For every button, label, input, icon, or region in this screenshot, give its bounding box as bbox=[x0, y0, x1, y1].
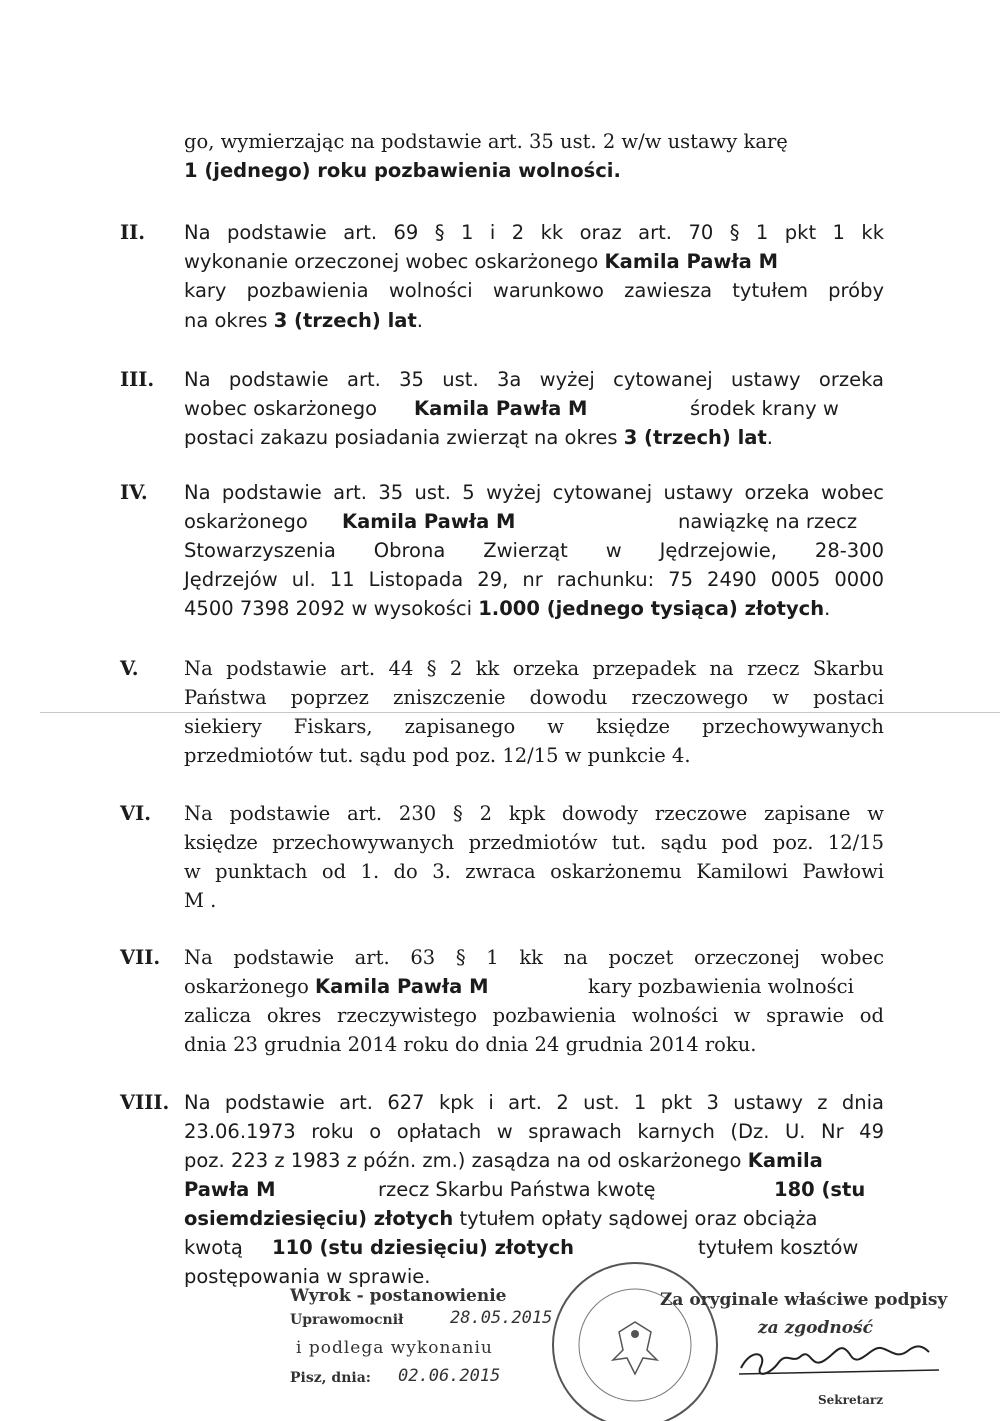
cert-line-3: Sekretarz bbox=[818, 1393, 884, 1407]
point-vii-line-2: oskarżonego Kamila Pawła M bbox=[184, 975, 489, 998]
point-vii-line-4: dnia 23 grudnia 2014 roku do dnia 24 grudnia 2014 roku. bbox=[184, 1033, 757, 1056]
point-vii-line-1: Na podstawie art. 63 § 1 kk na poczet orzeczonej wobec bbox=[184, 946, 884, 969]
cert-line-1: Za oryginale właściwe podpisy bbox=[660, 1290, 948, 1310]
stamp-line-1: Wyrok - postanowienie bbox=[290, 1286, 507, 1306]
point-number-v: V. bbox=[120, 657, 139, 680]
point-viii-line-4-name: Pawła M bbox=[184, 1178, 276, 1201]
point-ii-line-1: Na podstawie art. 69 § 1 i 2 kk oraz art. 70 § 1 pkt 1 kk bbox=[184, 221, 884, 244]
point-v-line-2: Państwa poprzez zniszczenie dowodu rzeczowego w postaci bbox=[184, 686, 884, 709]
point-vii-line-3: zalicza okres rzeczywistego pozbawienia wolności w sprawie od bbox=[184, 1004, 884, 1027]
point-v-line-4: przedmiotów tut. sądu pod poz. 12/15 w punkcie 4. bbox=[184, 744, 691, 767]
scan-rule-line bbox=[40, 712, 1000, 713]
stamp-line-4-date: 02.06.2015 bbox=[398, 1366, 501, 1386]
point-iii-line-1: Na podstawie art. 35 ust. 3a wyżej cytowanej ustawy orzeka bbox=[184, 368, 884, 391]
point-viii-line-1: Na podstawie art. 627 kpk i art. 2 ust. 1 pkt 3 ustawy z dnia bbox=[184, 1091, 884, 1114]
cert-line-2: za zgodność bbox=[758, 1318, 873, 1338]
point-number-iv: IV. bbox=[120, 481, 148, 504]
point-iv-line-4: Jędrzejów ul. 11 Listopada 29, nr rachunku: 75 2490 0005 0000 bbox=[184, 568, 884, 591]
point-v-line-1: Na podstawie art. 44 § 2 kk orzeka przepadek na rzecz Skarbu bbox=[184, 657, 884, 680]
stamp-line-2-label: Uprawomocnił bbox=[290, 1312, 404, 1328]
point-iv-line-5: 4500 7398 2092 w wysokości 1.000 (jednego tysiąca) złotych. bbox=[184, 597, 831, 620]
point-viii-line-4-mid: rzecz Skarbu Państwa kwotę bbox=[378, 1178, 656, 1201]
point-viii-line-7: postępowania w sprawie. bbox=[184, 1265, 431, 1288]
cont-line-2: 1 (jednego) roku pozbawienia wolności. bbox=[184, 159, 621, 182]
cont-line-1: go, wymierzając na podstawie art. 35 ust. 2 w/w ustawy karę bbox=[184, 130, 788, 153]
point-number-ii: II. bbox=[120, 221, 146, 244]
stamp-line-4-label: Pisz, dnia: bbox=[290, 1370, 371, 1386]
point-iv-line-2-name: Kamila Pawła M bbox=[342, 510, 516, 533]
point-number-vi: VI. bbox=[120, 802, 152, 825]
point-iv-line-2-end: nawiązkę na rzecz bbox=[678, 510, 858, 533]
point-ii-line-3: kary pozbawienia wolności warunkowo zawiesza tytułem próby bbox=[184, 279, 884, 302]
point-iv-line-1: Na podstawie art. 35 ust. 5 wyżej cytowanej ustawy orzeka wobec bbox=[184, 481, 884, 504]
point-iii-line-2: wobec oskarżonego bbox=[184, 397, 378, 420]
stamp-line-3: i podlega wykonaniu bbox=[296, 1338, 493, 1358]
point-viii-line-6-c: tytułem kosztów bbox=[698, 1236, 859, 1259]
point-vii-line-2-end: kary pozbawienia wolności bbox=[588, 975, 854, 998]
point-v-line-3: siekiery Fiskars, zapisanego w księdze przechowywanych bbox=[184, 715, 884, 738]
point-viii-line-2: 23.06.1973 roku o opłatach w sprawach karnych (Dz. U. Nr 49 bbox=[184, 1120, 884, 1143]
point-number-viii: VIII. bbox=[120, 1091, 170, 1114]
point-vi-line-3: w punktach od 1. do 3. zwraca oskarżonemu Kamilowi Pawłowi bbox=[184, 860, 884, 883]
point-iii-line-2-end: środek krany w bbox=[690, 397, 839, 420]
court-seal-emblem bbox=[540, 1250, 730, 1421]
point-vi-line-2: księdze przechowywanych przedmiotów tut. sądu pod poz. 12/15 bbox=[184, 831, 884, 854]
stamp-line-2-date: 28.05.2015 bbox=[450, 1308, 553, 1328]
point-vi-line-4: M . bbox=[184, 889, 217, 912]
point-ii-line-2: wykonanie orzeczonej wobec oskarżonego Kamila Pawła M bbox=[184, 250, 778, 273]
point-number-iii: III. bbox=[120, 368, 155, 391]
point-iv-line-3: Stowarzyszenia Obrona Zwierząt w Jędrzejowie, 28-300 bbox=[184, 539, 884, 562]
point-viii-line-6-b: 110 (stu dziesięciu) złotych bbox=[272, 1236, 575, 1259]
point-viii-line-4-end: 180 (stu bbox=[774, 1178, 866, 1201]
point-ii-line-4: na okres 3 (trzech) lat. bbox=[184, 309, 423, 332]
point-viii-line-3: poz. 223 z 1983 z późn. zm.) zasądza na od oskarżonego Kamila bbox=[184, 1149, 823, 1172]
point-viii-line-5: osiemdziesięciu) złotych tytułem opłaty sądowej oraz obciąża bbox=[184, 1207, 818, 1230]
point-iii-line-2-name: Kamila Pawła M bbox=[414, 397, 588, 420]
point-number-vii: VII. bbox=[120, 946, 161, 969]
point-viii-line-6-a: kwotą bbox=[184, 1236, 243, 1259]
point-iv-line-2: oskarżonego bbox=[184, 510, 308, 533]
handwritten-signature bbox=[735, 1334, 945, 1384]
point-vi-line-1: Na podstawie art. 230 § 2 kpk dowody rzeczowe zapisane w bbox=[184, 802, 884, 825]
point-iii-line-3: postaci zakazu posiadania zwierząt na okres 3 (trzech) lat. bbox=[184, 426, 773, 449]
